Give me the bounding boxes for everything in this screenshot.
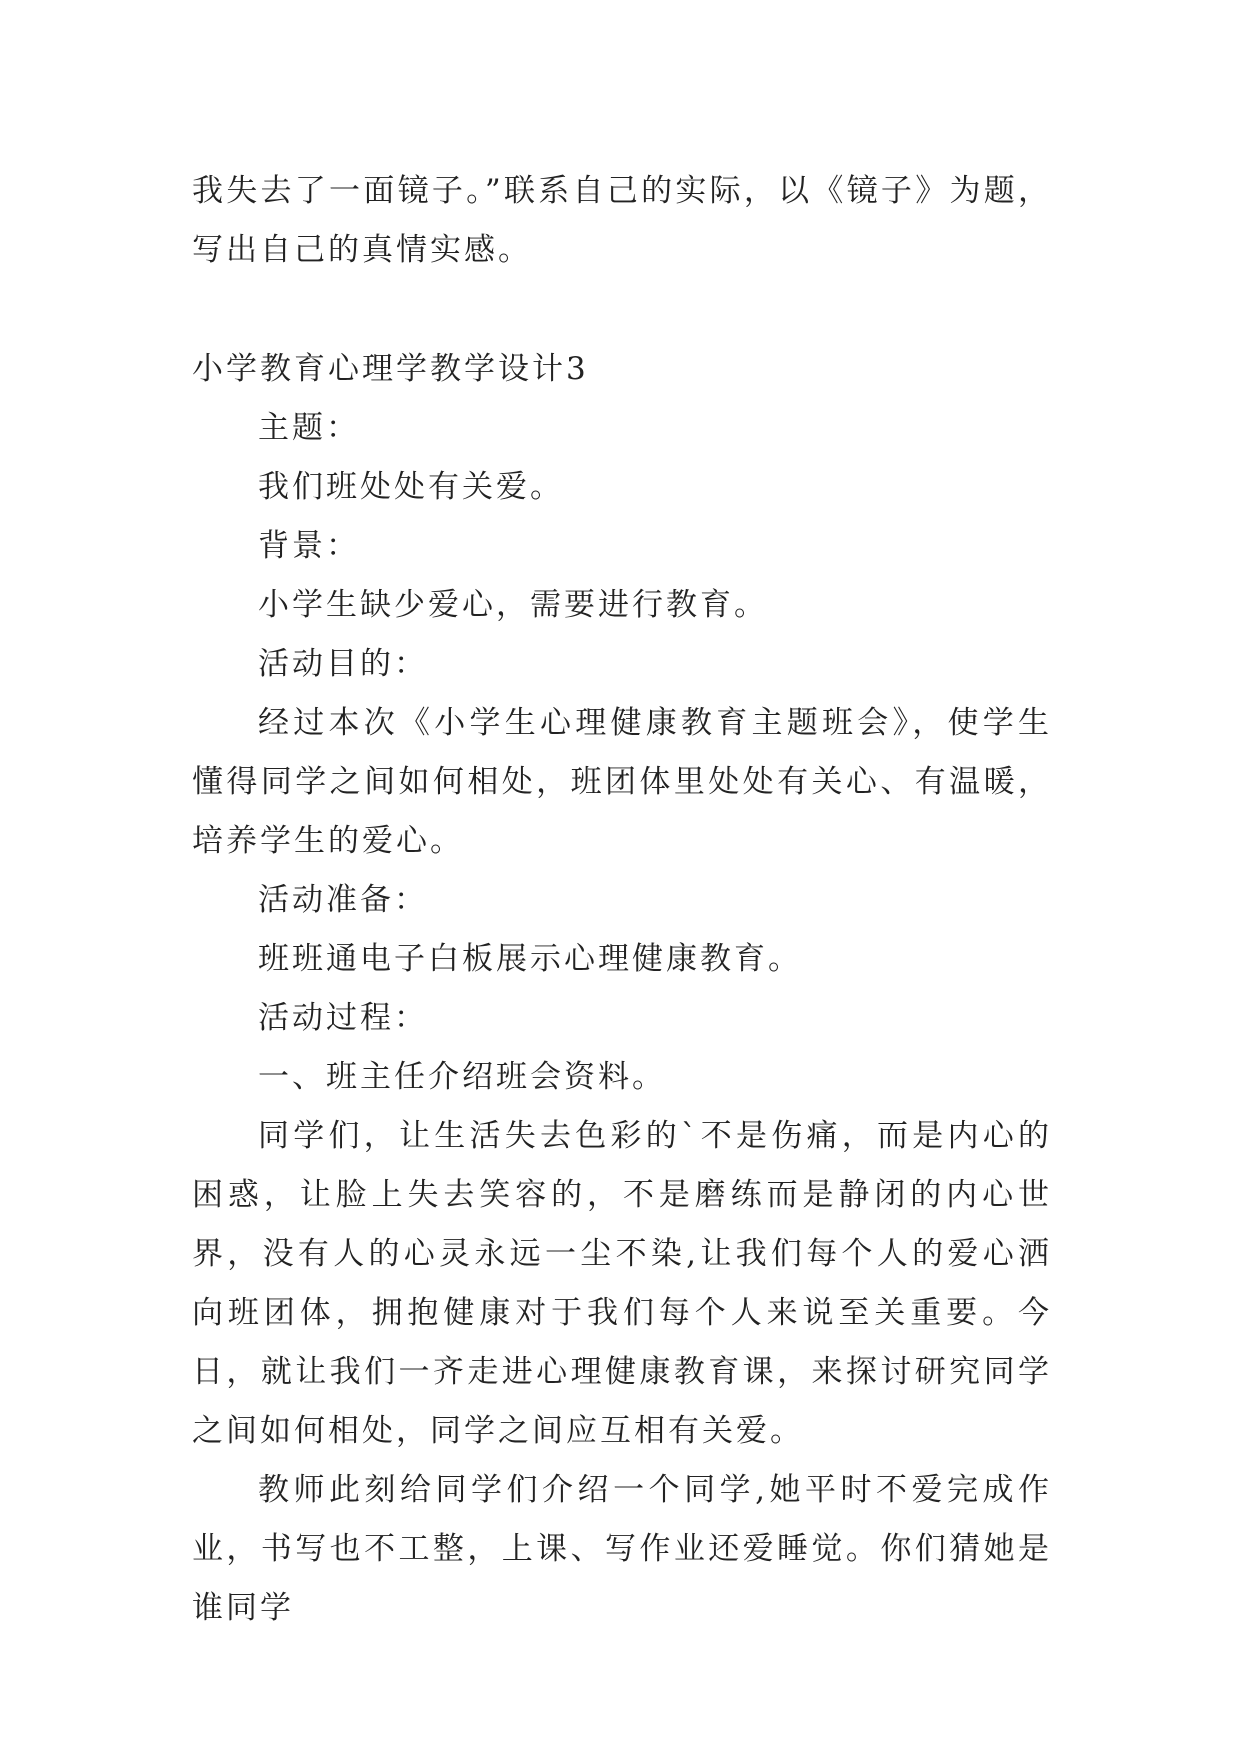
theme-text: 我们班处处有关爱。 (258, 469, 564, 505)
purpose-label: 活动目的： (258, 646, 428, 682)
preparation-text: 班班通电子白板展示心理健康教育。 (258, 941, 802, 977)
background-text: 小学生缺少爱心，需要进行教育。 (258, 587, 768, 623)
step-one: 一、班主任介绍班会资料。 (258, 1059, 666, 1095)
section-title: 小学教育心理学教学设计3 (192, 351, 589, 387)
paragraph-one: 同学们，让生活失去色彩的`不是伤痛，而是内心的困惑，让脸上失去笑容的，不是磨练而是静闭的内心世界，没有人的心灵永远一尘不染,让我们每个人的爱心洒向班团体，拥抱健康对于我们每个人来说至关重要。今日，就让我们一齐走进心理健康教育课，来探讨研究同学之间如何相处，同学之间应互相有关爱。 (192, 1118, 1052, 1449)
lead-paragraph: 我失去了一面镜子。”联系自己的实际，以《镜子》为题，写出自己的真情实感。 (192, 173, 1052, 268)
paragraph-two: 教师此刻给同学们介绍一个同学,她平时不爱完成作业，书写也不工整，上课、写作业还爱睡觉。你们猜她是谁同学 (192, 1472, 1052, 1626)
document-body (192, 162, 1052, 1638)
section-spacer (192, 280, 1052, 340)
background-label: 背景： (258, 528, 360, 564)
process-label: 活动过程： (258, 1000, 428, 1036)
preparation-label: 活动准备： (258, 882, 428, 918)
purpose-text: 经过本次《小学生心理健康教育主题班会》，使学生懂得同学之间如何相处，班团体里处处有关心、有温暖，培养学生的爱心。 (192, 705, 1052, 859)
theme-label: 主题： (258, 410, 360, 446)
